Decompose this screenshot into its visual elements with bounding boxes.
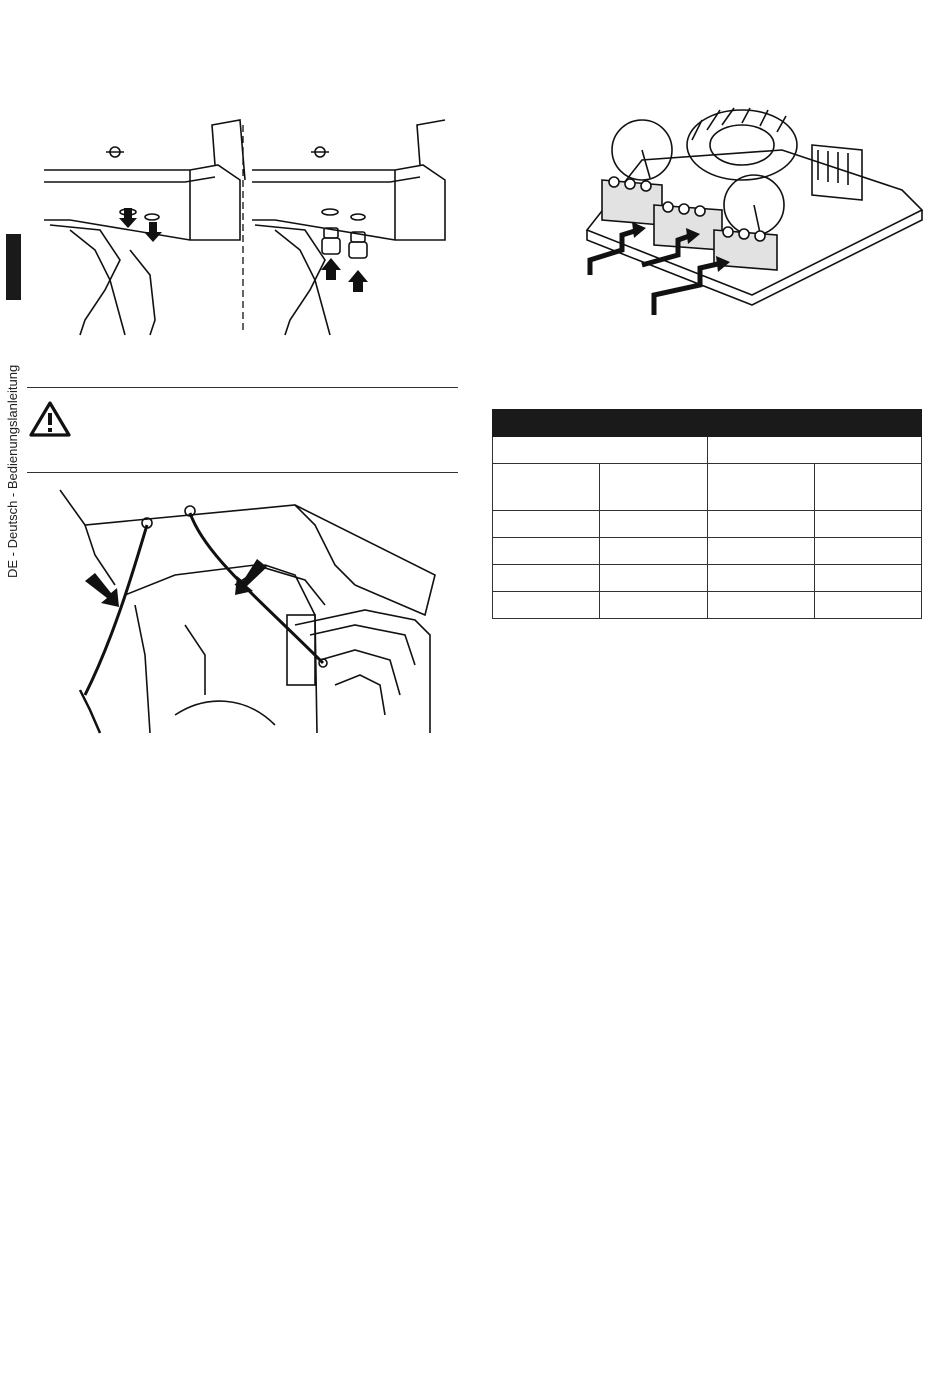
table-cell [814, 565, 921, 592]
table-cell [707, 538, 814, 565]
table-row [493, 538, 922, 565]
table-subheader-cell [814, 464, 921, 511]
specifications-table [492, 409, 922, 619]
terminal-board-figure [582, 90, 922, 320]
table-row [493, 511, 922, 538]
warning-top-rule [27, 387, 458, 388]
table-header-bar [493, 410, 922, 437]
table-cell [493, 511, 600, 538]
table-cell [600, 538, 707, 565]
table-cell [707, 565, 814, 592]
table-cell [600, 511, 707, 538]
table-cell [707, 511, 814, 538]
table-cell [600, 565, 707, 592]
table-cell [814, 538, 921, 565]
table-subheader-cell [707, 464, 814, 511]
table-cell [493, 565, 600, 592]
section-tab-marker [6, 234, 21, 300]
fixture-underside-figure [40, 120, 450, 335]
table-cell [600, 592, 707, 619]
table-subheader-cell [493, 464, 600, 511]
table-row [493, 565, 922, 592]
table-row [493, 592, 922, 619]
table-cell [493, 592, 600, 619]
table-group-cell [493, 437, 708, 464]
table-cell [493, 538, 600, 565]
table-cell [707, 592, 814, 619]
warning-bottom-rule [27, 472, 458, 473]
section-side-label: DE - Deutsch - Bedienungslanleitung [5, 364, 20, 578]
table-subheader-cell [600, 464, 707, 511]
table-group-cell [707, 437, 922, 464]
cable-routing-figure [55, 485, 440, 733]
warning-triangle-icon [28, 400, 72, 438]
table-cell [814, 592, 921, 619]
table-cell [814, 511, 921, 538]
